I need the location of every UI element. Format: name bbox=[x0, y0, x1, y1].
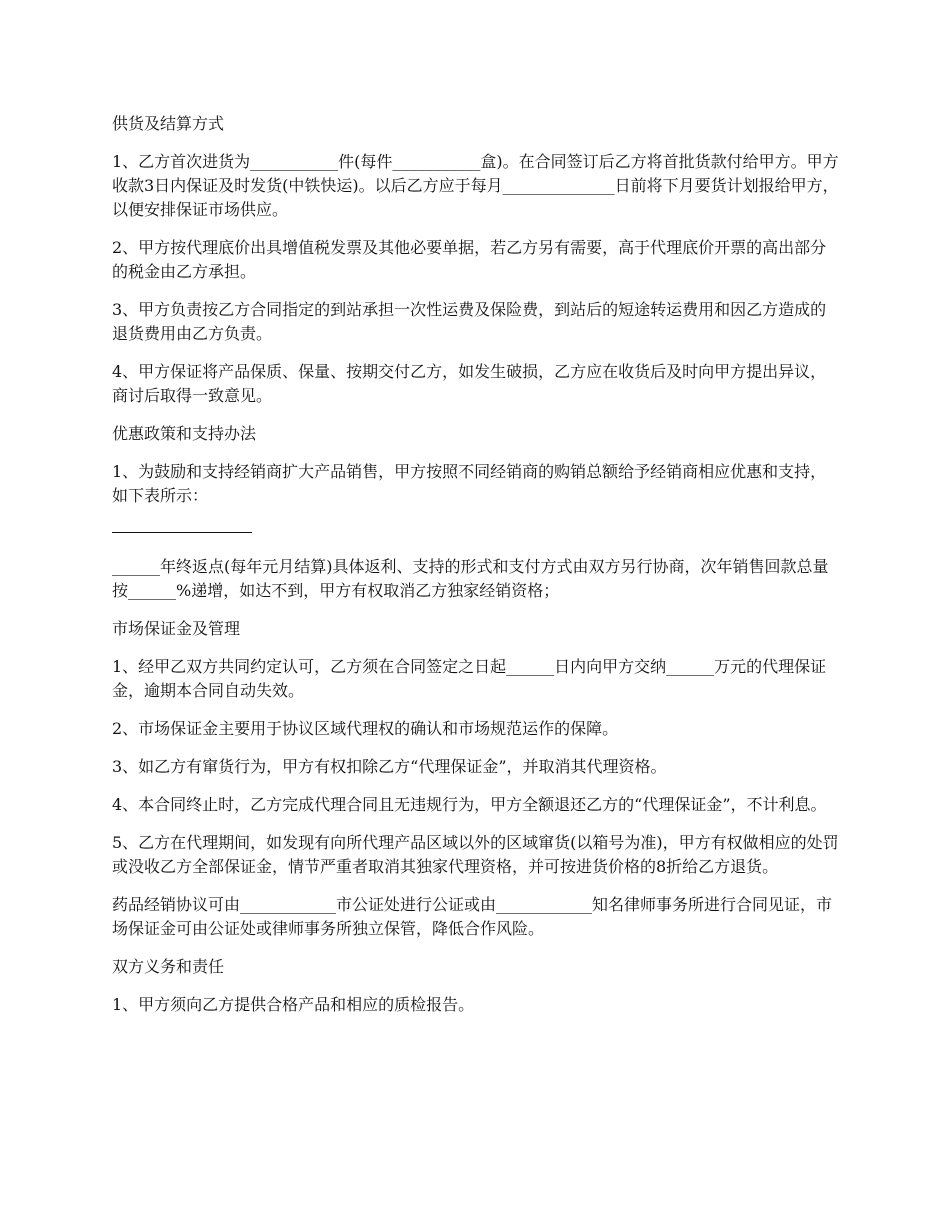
paragraph: 2、市场保证金主要用于协议区域代理权的确认和市场规范运作的保障。 bbox=[112, 719, 619, 738]
section-heading: 供货及结算方式 bbox=[112, 114, 225, 133]
paragraph: 1、为鼓励和支持经销商扩大产品销售，甲方按照不同经销商的购销总额给予经销商相应优惠和支持，如下表所示： bbox=[112, 462, 827, 505]
paragraph: 4、甲方保证将产品保质、保量、按期交付乙方，如发生破损，乙方应在收货后及时向甲方提出异议，商讨后取得一致意见。 bbox=[112, 362, 827, 405]
paragraph: 药品经销协议可由____________市公证处进行公证或由____________知名律师事务所进行合同见证，市场保证金可由公证处或律师事务所独立保管，降低合作风险。 bbox=[112, 895, 833, 938]
paragraph: 1、经甲乙双方共同约定认可，乙方须在合同签定之日起______日内向甲方交纳______万元的代理保证金，逾期本合同自动失效。 bbox=[112, 657, 827, 700]
paragraph: 2、甲方按代理底价出具增值税发票及其他必要单据，若乙方另有需要，高于代理底价开票的高出部分的税金由乙方承担。 bbox=[112, 238, 827, 281]
section-heading: 市场保证金及管理 bbox=[112, 619, 241, 638]
section-heading: 双方义务和责任 bbox=[112, 957, 225, 976]
blank-line-divider bbox=[112, 532, 252, 533]
paragraph: 3、如乙方有窜货行为，甲方有权扣除乙方“代理保证金”，并取消其代理资格。 bbox=[112, 757, 667, 776]
paragraph: 4、本合同终止时，乙方完成代理合同且无违规行为，甲方全额退还乙方的“代理保证金”，不计利息。 bbox=[112, 795, 827, 814]
paragraph: 1、乙方首次进货为___________件(每件___________盒)。在合同签订后乙方将首批货款付给甲方。甲方收款3日内保证及时发货(中铁快运)。以后乙方应于每月______________日前将下月要货计划报给甲方，以便安排保证市场供应。 bbox=[112, 152, 839, 219]
paragraph: 5、乙方在代理期间，如发现有向所代理产品区域以外的区域窜货(以箱号为准)，甲方有权做相应的处罚或没收乙方全部保证金，情节严重者取消其独家代理资格，并可按进货价格的8折给乙方退货。 bbox=[112, 833, 839, 876]
paragraph: ______年终返点(每年元月结算)具体返利、支持的形式和支付方式由双方另行协商，次年销售回款总量按______%递增，如达不到，甲方有权取消乙方独家经销资格； bbox=[112, 557, 829, 600]
section-heading: 优惠政策和支持办法 bbox=[112, 424, 257, 443]
paragraph: 3、甲方负责按乙方合同指定的到站承担一次性运费及保险费，到站后的短途转运费用和因乙方造成的退货费用由乙方负责。 bbox=[112, 300, 827, 343]
document-page bbox=[112, 112, 840, 1031]
paragraph: 1、甲方须向乙方提供合格产品和相应的质检报告。 bbox=[112, 995, 475, 1014]
